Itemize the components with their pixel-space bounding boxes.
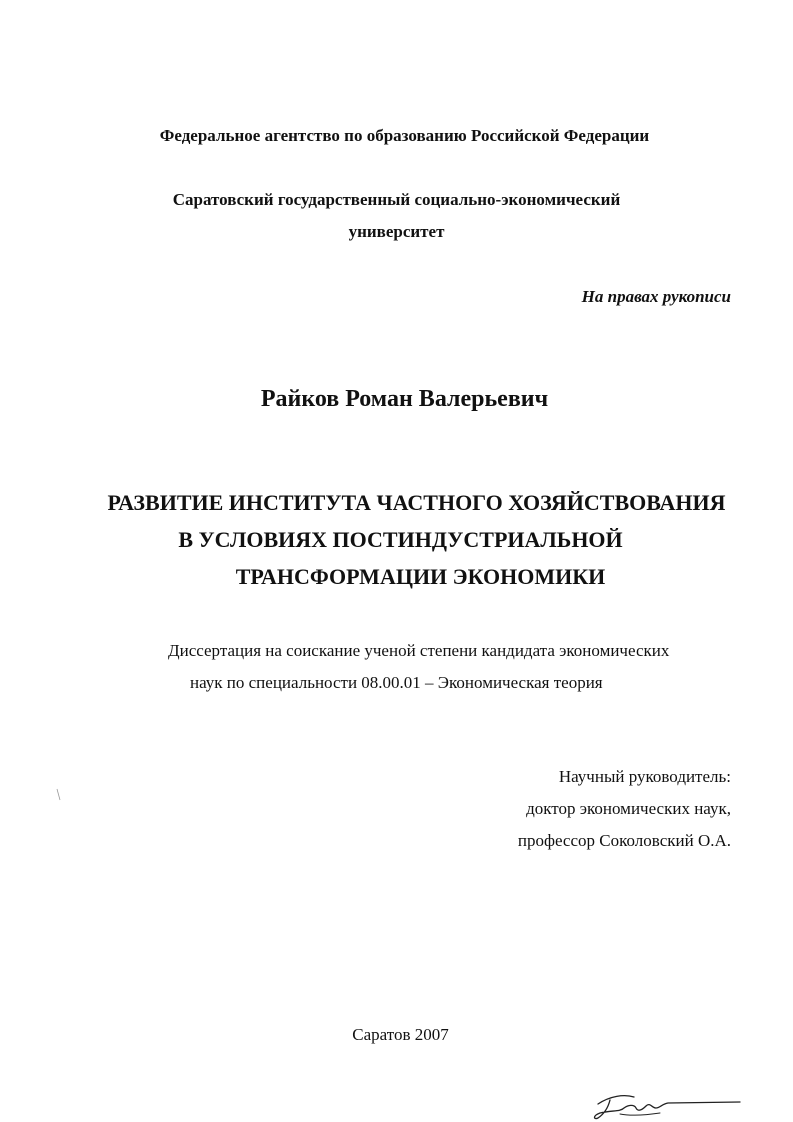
dissertation-description-line2: наук по специальности 08.00.01 – Экономическая теория	[190, 673, 603, 692]
scan-speck	[56, 788, 62, 802]
city-year: Саратов 2007	[352, 1025, 449, 1044]
agency-name: Федеральное агентство по образованию Российской Федерации	[159, 126, 650, 145]
author-name: Райков Роман Валерьевич	[260, 386, 549, 412]
university-name-line2: университет	[348, 222, 445, 241]
university-name-line1: Саратовский государственный социально-экономический	[172, 190, 621, 209]
dissertation-description-line1: Диссертация на соискание ученой степени кандидата экономических	[168, 641, 670, 660]
thesis-title-line2: В УСЛОВИЯХ ПОСТИНДУСТРИАЛЬНОЙ	[178, 527, 623, 552]
manuscript-note: На правах рукописи	[581, 287, 731, 306]
supervisor-degree: доктор экономических наук,	[526, 799, 731, 818]
supervisor-name: профессор Соколовский О.А.	[517, 831, 731, 850]
supervisor-label: Научный руководитель:	[558, 767, 731, 786]
thesis-title-line1: РАЗВИТИЕ ИНСТИТУТА ЧАСТНОГО ХОЗЯЙСТВОВАНИЯ	[107, 490, 726, 515]
handwritten-signature	[590, 1088, 750, 1122]
thesis-title-line3: ТРАНСФОРМАЦИИ ЭКОНОМИКИ	[235, 564, 606, 589]
